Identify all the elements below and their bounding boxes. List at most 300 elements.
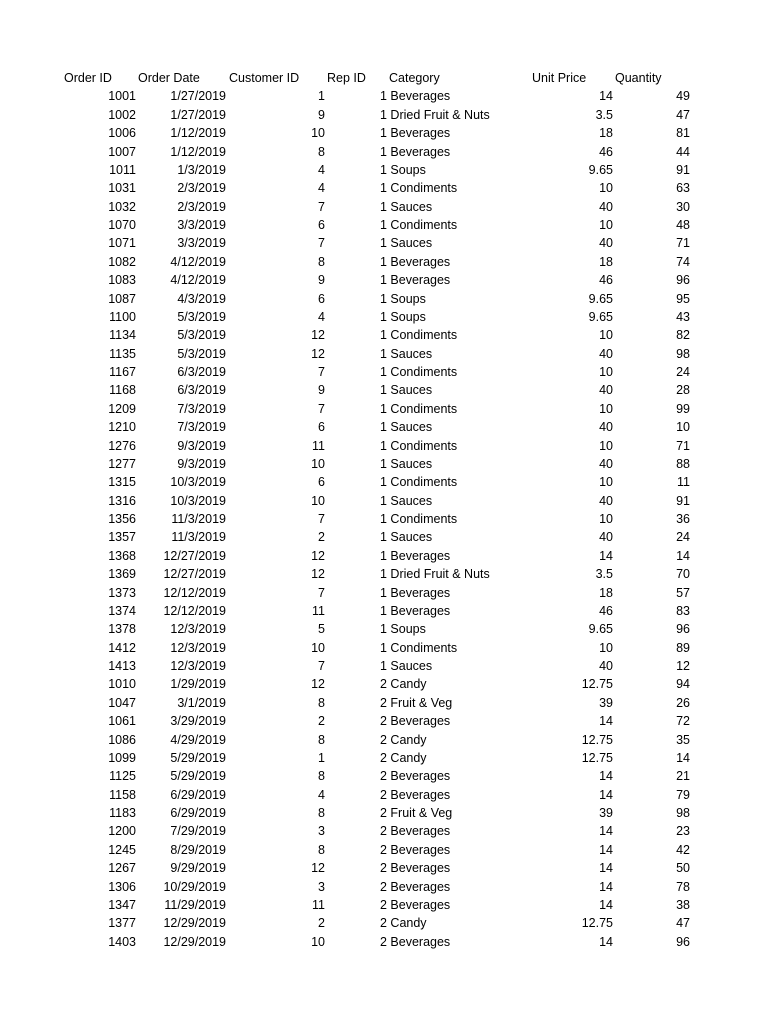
table-row xyxy=(0,731,768,749)
category-cell: 1 Condiments xyxy=(380,328,458,343)
customer-id-cell: 2 xyxy=(318,530,325,545)
header-order-date: Order Date xyxy=(138,71,200,85)
quantity-cell: 14 xyxy=(676,548,690,563)
unit-price-cell: 40 xyxy=(599,199,613,214)
category-cell: 1 Beverages xyxy=(380,144,451,159)
customer-id-cell: 10 xyxy=(311,934,325,949)
order-date-cell: 12/27/2019 xyxy=(163,548,226,563)
unit-price-cell: 10 xyxy=(599,401,613,416)
order-date-cell: 1/29/2019 xyxy=(170,677,226,692)
table-row xyxy=(0,804,768,822)
unit-price-cell: 10 xyxy=(599,640,613,655)
unit-price-cell: 9.65 xyxy=(588,309,613,324)
quantity-cell: 10 xyxy=(676,420,690,435)
order-date-cell: 5/3/2019 xyxy=(177,309,226,324)
order-id-cell: 1369 xyxy=(108,567,136,582)
table-row xyxy=(0,914,768,932)
unit-price-cell: 40 xyxy=(599,493,613,508)
customer-id-cell: 3 xyxy=(318,879,325,894)
category-cell: 1 Beverages xyxy=(380,585,451,600)
order-id-cell: 1082 xyxy=(108,254,136,269)
category-cell: 2 Fruit & Veg xyxy=(380,806,453,820)
customer-id-cell: 8 xyxy=(318,842,325,857)
category-cell: 1 Soups xyxy=(380,162,426,177)
category-cell: 1 Condiments xyxy=(380,218,458,232)
table-row xyxy=(0,271,768,289)
order-date-cell: 10/29/2019 xyxy=(163,879,226,894)
order-date-cell: 7/3/2019 xyxy=(177,401,226,416)
order-date-cell: 12/3/2019 xyxy=(170,640,226,655)
order-id-cell: 1099 xyxy=(108,750,136,765)
customer-id-cell: 6 xyxy=(318,291,325,306)
customer-id-cell: 8 xyxy=(318,695,325,710)
category-cell: 1 Beverages xyxy=(380,89,451,104)
header-category: Category xyxy=(389,71,440,85)
table-row xyxy=(0,712,768,730)
table-row xyxy=(0,639,768,657)
unit-price-cell: 40 xyxy=(599,420,613,435)
order-id-cell: 1183 xyxy=(109,806,136,820)
customer-id-cell: 11 xyxy=(312,603,325,618)
unit-price-cell: 12.75 xyxy=(581,750,613,765)
order-date-cell: 5/3/2019 xyxy=(177,328,226,343)
quantity-cell: 44 xyxy=(676,144,690,159)
category-cell: 1 Beverages xyxy=(380,254,451,269)
table-row xyxy=(0,749,768,767)
category-cell: 2 Candy xyxy=(380,750,427,765)
category-cell: 1 Sauces xyxy=(380,346,433,361)
order-id-cell: 1167 xyxy=(109,365,136,379)
unit-price-cell: 10 xyxy=(599,365,613,379)
customer-id-cell: 8 xyxy=(318,144,325,159)
category-cell: 1 Sauces xyxy=(380,456,433,471)
category-cell: 1 Condiments xyxy=(380,438,458,453)
quantity-cell: 48 xyxy=(676,218,690,232)
table-row xyxy=(0,933,768,951)
order-date-cell: 6/29/2019 xyxy=(170,787,226,802)
customer-id-cell: 12 xyxy=(311,548,325,563)
customer-id-cell: 6 xyxy=(318,420,325,435)
category-cell: 1 Sauces xyxy=(380,659,433,673)
category-cell: 1 Condiments xyxy=(380,181,458,196)
quantity-cell: 98 xyxy=(676,346,690,361)
table-row xyxy=(0,216,768,234)
order-id-cell: 1010 xyxy=(108,677,136,692)
unit-price-cell: 14 xyxy=(599,842,613,857)
quantity-cell: 82 xyxy=(676,328,690,343)
customer-id-cell: 7 xyxy=(318,401,325,416)
quantity-cell: 70 xyxy=(676,567,690,582)
order-id-cell: 1368 xyxy=(108,548,136,563)
order-date-cell: 5/29/2019 xyxy=(170,750,226,765)
customer-id-cell: 3 xyxy=(318,824,325,839)
unit-price-cell: 9.65 xyxy=(588,622,613,637)
unit-price-cell: 40 xyxy=(599,456,613,471)
unit-price-cell: 10 xyxy=(599,181,613,196)
order-id-cell: 1200 xyxy=(108,824,136,839)
unit-price-cell: 10 xyxy=(599,512,613,526)
order-date-cell: 11/3/2019 xyxy=(171,530,226,545)
header-rep-id: Rep ID xyxy=(327,71,366,85)
table-row xyxy=(0,510,768,528)
order-id-cell: 1087 xyxy=(108,291,136,306)
table-row xyxy=(0,308,768,326)
customer-id-cell: 8 xyxy=(318,732,325,747)
order-date-cell: 3/29/2019 xyxy=(170,714,226,729)
order-date-cell: 9/3/2019 xyxy=(177,438,226,453)
category-cell: 1 Sauces xyxy=(380,493,433,508)
category-cell: 1 Dried Fruit & Nuts xyxy=(380,107,490,122)
order-id-cell: 1032 xyxy=(108,199,136,214)
unit-price-cell: 14 xyxy=(599,879,613,894)
quantity-cell: 96 xyxy=(676,273,690,288)
table-row xyxy=(0,437,768,455)
order-date-cell: 12/12/2019 xyxy=(163,585,226,600)
category-cell: 1 Soups xyxy=(380,291,426,306)
customer-id-cell: 4 xyxy=(318,309,325,324)
quantity-cell: 71 xyxy=(676,438,690,453)
unit-price-cell: 14 xyxy=(599,787,613,802)
table-row xyxy=(0,675,768,693)
header-quantity: Quantity xyxy=(615,71,662,85)
order-date-cell: 6/3/2019 xyxy=(177,365,226,379)
quantity-cell: 72 xyxy=(676,714,690,729)
unit-price-cell: 40 xyxy=(599,530,613,545)
unit-price-cell: 12.75 xyxy=(581,732,613,747)
order-date-cell: 1/27/2019 xyxy=(170,89,226,104)
category-cell: 2 Candy xyxy=(380,916,427,931)
order-date-cell: 2/3/2019 xyxy=(177,199,226,214)
unit-price-cell: 12.75 xyxy=(581,677,613,692)
table-row xyxy=(0,234,768,252)
category-cell: 1 Beverages xyxy=(380,273,451,288)
category-cell: 2 Beverages xyxy=(380,714,451,729)
category-cell: 2 Beverages xyxy=(380,787,451,802)
header-customer-id: Customer ID xyxy=(229,71,300,85)
quantity-cell: 57 xyxy=(676,585,690,600)
table-row xyxy=(0,161,768,179)
category-cell: 2 Beverages xyxy=(380,879,451,894)
order-date-cell: 12/27/2019 xyxy=(163,567,226,582)
table-row xyxy=(0,179,768,197)
quantity-cell: 79 xyxy=(676,787,690,802)
order-id-cell: 1403 xyxy=(108,934,136,949)
customer-id-cell: 12 xyxy=(311,328,325,343)
order-date-cell: 1/12/2019 xyxy=(170,144,226,159)
category-cell: 1 Condiments xyxy=(380,401,458,416)
unit-price-cell: 14 xyxy=(599,934,613,949)
order-date-cell: 5/3/2019 xyxy=(177,346,226,361)
table-row xyxy=(0,400,768,418)
unit-price-cell: 14 xyxy=(599,89,613,104)
quantity-cell: 83 xyxy=(676,603,690,618)
category-cell: 1 Sauces xyxy=(380,199,433,214)
order-date-cell: 10/3/2019 xyxy=(170,493,226,508)
unit-price-cell: 40 xyxy=(599,346,613,361)
quantity-cell: 24 xyxy=(676,365,690,379)
quantity-cell: 98 xyxy=(676,806,690,820)
customer-id-cell: 5 xyxy=(318,622,325,637)
category-cell: 2 Beverages xyxy=(380,769,451,784)
order-id-cell: 1083 xyxy=(108,273,136,288)
table-row xyxy=(0,896,768,914)
category-cell: 2 Beverages xyxy=(380,842,451,857)
table-row xyxy=(0,878,768,896)
unit-price-cell: 14 xyxy=(599,824,613,839)
order-id-cell: 1306 xyxy=(108,879,136,894)
customer-id-cell: 12 xyxy=(311,677,325,692)
order-date-cell: 6/3/2019 xyxy=(177,383,226,398)
order-date-cell: 1/27/2019 xyxy=(170,107,226,122)
order-id-cell: 1378 xyxy=(108,622,136,637)
quantity-cell: 23 xyxy=(676,824,690,839)
unit-price-cell: 40 xyxy=(599,659,613,673)
customer-id-cell: 2 xyxy=(318,916,325,931)
category-cell: 1 Soups xyxy=(380,622,426,637)
table-row xyxy=(0,620,768,638)
customer-id-cell: 9 xyxy=(318,107,325,122)
order-id-cell: 1135 xyxy=(109,346,136,361)
category-cell: 1 Beverages xyxy=(380,603,451,618)
table-row xyxy=(0,253,768,271)
category-cell: 1 Condiments xyxy=(380,475,458,490)
unit-price-cell: 14 xyxy=(599,861,613,876)
customer-id-cell: 1 xyxy=(318,89,325,104)
table-row xyxy=(0,767,768,785)
order-date-cell: 3/3/2019 xyxy=(177,236,226,251)
customer-id-cell: 7 xyxy=(318,199,325,214)
quantity-cell: 28 xyxy=(676,383,690,398)
quantity-cell: 42 xyxy=(676,842,690,857)
unit-price-cell: 18 xyxy=(599,126,613,141)
order-id-cell: 1086 xyxy=(108,732,136,747)
customer-id-cell: 7 xyxy=(318,365,325,379)
order-date-cell: 12/3/2019 xyxy=(170,659,226,673)
quantity-cell: 36 xyxy=(676,512,690,526)
category-cell: 2 Fruit & Veg xyxy=(380,695,453,710)
customer-id-cell: 10 xyxy=(311,126,325,141)
category-cell: 1 Beverages xyxy=(380,126,451,141)
table-row xyxy=(0,363,768,381)
order-date-cell: 11/29/2019 xyxy=(164,897,226,912)
order-id-cell: 1007 xyxy=(108,144,136,159)
quantity-cell: 96 xyxy=(676,622,690,637)
unit-price-cell: 14 xyxy=(599,769,613,784)
header-order-id: Order ID xyxy=(64,71,112,85)
order-id-cell: 1316 xyxy=(108,493,136,508)
category-cell: 2 Beverages xyxy=(380,824,451,839)
category-cell: 1 Condiments xyxy=(380,512,458,526)
customer-id-cell: 9 xyxy=(318,273,325,288)
table-row xyxy=(0,143,768,161)
customer-id-cell: 10 xyxy=(311,640,325,655)
order-id-cell: 1245 xyxy=(108,842,136,857)
order-id-cell: 1100 xyxy=(109,309,136,324)
quantity-cell: 26 xyxy=(676,695,690,710)
order-date-cell: 12/3/2019 xyxy=(170,622,226,637)
customer-id-cell: 6 xyxy=(318,218,325,232)
customer-id-cell: 11 xyxy=(312,897,325,912)
order-date-cell: 10/3/2019 xyxy=(170,475,226,490)
table-row xyxy=(0,602,768,620)
quantity-cell: 47 xyxy=(676,107,690,122)
quantity-cell: 81 xyxy=(676,126,690,141)
order-id-cell: 1125 xyxy=(109,769,136,784)
quantity-cell: 78 xyxy=(676,879,690,894)
order-id-cell: 1373 xyxy=(108,585,136,600)
orders-sheet xyxy=(0,69,768,951)
category-cell: 1 Sauces xyxy=(380,236,433,251)
order-id-cell: 1002 xyxy=(108,107,136,122)
table-row xyxy=(0,786,768,804)
quantity-cell: 30 xyxy=(676,199,690,214)
order-id-cell: 1168 xyxy=(109,383,136,398)
order-id-cell: 1347 xyxy=(108,897,136,912)
order-date-cell: 12/29/2019 xyxy=(163,916,226,931)
customer-id-cell: 12 xyxy=(311,567,325,582)
unit-price-cell: 39 xyxy=(599,695,613,710)
table-row xyxy=(0,106,768,124)
order-date-cell: 9/3/2019 xyxy=(177,456,226,471)
customer-id-cell: 12 xyxy=(311,346,325,361)
unit-price-cell: 18 xyxy=(599,585,613,600)
category-cell: 1 Beverages xyxy=(380,548,451,563)
order-id-cell: 1210 xyxy=(108,420,136,435)
order-date-cell: 4/12/2019 xyxy=(170,254,226,269)
quantity-cell: 47 xyxy=(676,916,690,931)
customer-id-cell: 10 xyxy=(311,456,325,471)
table-row xyxy=(0,694,768,712)
order-date-cell: 9/29/2019 xyxy=(170,861,226,876)
order-date-cell: 7/3/2019 xyxy=(177,420,226,435)
table-row xyxy=(0,822,768,840)
quantity-cell: 12 xyxy=(676,659,690,673)
table-row xyxy=(0,381,768,399)
order-id-cell: 1071 xyxy=(108,236,136,251)
category-cell: 2 Beverages xyxy=(380,861,451,876)
table-row xyxy=(0,492,768,510)
order-date-cell: 7/29/2019 xyxy=(170,824,226,839)
order-date-cell: 8/29/2019 xyxy=(170,842,226,857)
order-id-cell: 1377 xyxy=(108,916,136,931)
table-row xyxy=(0,290,768,308)
table-row xyxy=(0,547,768,565)
order-date-cell: 2/3/2019 xyxy=(177,181,226,196)
unit-price-cell: 9.65 xyxy=(588,162,613,177)
table-row xyxy=(0,841,768,859)
order-id-cell: 1357 xyxy=(108,530,136,545)
quantity-cell: 63 xyxy=(676,181,690,196)
table-row xyxy=(0,657,768,675)
header-unit-price: Unit Price xyxy=(532,71,587,85)
unit-price-cell: 14 xyxy=(599,714,613,729)
unit-price-cell: 46 xyxy=(599,603,613,618)
unit-price-cell: 10 xyxy=(599,218,613,232)
unit-price-cell: 9.65 xyxy=(588,291,613,306)
order-id-cell: 1134 xyxy=(109,328,136,343)
table-row xyxy=(0,455,768,473)
customer-id-cell: 8 xyxy=(318,769,325,784)
order-id-cell: 1158 xyxy=(109,787,136,802)
customer-id-cell: 9 xyxy=(318,383,325,398)
category-cell: 2 Candy xyxy=(380,732,427,747)
order-id-cell: 1412 xyxy=(108,640,136,655)
order-id-cell: 1374 xyxy=(108,603,136,618)
quantity-cell: 11 xyxy=(677,475,690,490)
table-row xyxy=(0,584,768,602)
unit-price-cell: 14 xyxy=(599,897,613,912)
order-date-cell: 1/3/2019 xyxy=(177,162,226,177)
table-row xyxy=(0,565,768,583)
quantity-cell: 91 xyxy=(676,493,690,508)
quantity-cell: 38 xyxy=(676,897,690,912)
order-id-cell: 1277 xyxy=(108,456,136,471)
quantity-cell: 96 xyxy=(676,934,690,949)
category-cell: 2 Beverages xyxy=(380,934,451,949)
order-id-cell: 1070 xyxy=(108,218,136,232)
order-id-cell: 1209 xyxy=(108,401,136,416)
quantity-cell: 89 xyxy=(676,640,690,655)
table-row xyxy=(0,124,768,142)
order-id-cell: 1276 xyxy=(108,438,136,453)
unit-price-cell: 14 xyxy=(599,548,613,563)
unit-price-cell: 10 xyxy=(599,438,613,453)
category-cell: 1 Condiments xyxy=(380,640,458,655)
order-id-cell: 1413 xyxy=(108,659,136,673)
category-cell: 2 Candy xyxy=(380,677,427,692)
customer-id-cell: 12 xyxy=(311,861,325,876)
header-row xyxy=(0,69,768,87)
customer-id-cell: 6 xyxy=(318,475,325,490)
quantity-cell: 91 xyxy=(676,162,690,177)
customer-id-cell: 8 xyxy=(318,806,325,820)
quantity-cell: 21 xyxy=(676,769,690,784)
unit-price-cell: 46 xyxy=(599,273,613,288)
order-date-cell: 1/12/2019 xyxy=(170,126,226,141)
unit-price-cell: 10 xyxy=(599,328,613,343)
customer-id-cell: 4 xyxy=(318,181,325,196)
order-id-cell: 1006 xyxy=(108,126,136,141)
table-row xyxy=(0,859,768,877)
unit-price-cell: 46 xyxy=(599,144,613,159)
quantity-cell: 24 xyxy=(676,530,690,545)
category-cell: 1 Sauces xyxy=(380,383,433,398)
order-id-cell: 1061 xyxy=(108,714,136,729)
table-row xyxy=(0,473,768,491)
quantity-cell: 74 xyxy=(676,254,690,269)
category-cell: 2 Beverages xyxy=(380,897,451,912)
order-id-cell: 1356 xyxy=(108,512,136,526)
quantity-cell: 14 xyxy=(676,750,690,765)
order-date-cell: 11/3/2019 xyxy=(171,512,226,526)
category-cell: 1 Sauces xyxy=(380,530,433,545)
order-id-cell: 1011 xyxy=(109,162,136,177)
category-cell: 1 Dried Fruit & Nuts xyxy=(380,567,490,582)
quantity-cell: 99 xyxy=(676,401,690,416)
quantity-cell: 95 xyxy=(676,291,690,306)
order-id-cell: 1267 xyxy=(108,861,136,876)
quantity-cell: 49 xyxy=(676,89,690,104)
quantity-cell: 88 xyxy=(676,456,690,471)
table-row xyxy=(0,418,768,436)
order-date-cell: 3/1/2019 xyxy=(177,695,226,710)
unit-price-cell: 12.75 xyxy=(581,916,613,931)
category-cell: 1 Condiments xyxy=(380,365,458,379)
unit-price-cell: 10 xyxy=(599,475,613,490)
table-row xyxy=(0,345,768,363)
category-cell: 1 Sauces xyxy=(380,420,433,435)
unit-price-cell: 40 xyxy=(599,383,613,398)
